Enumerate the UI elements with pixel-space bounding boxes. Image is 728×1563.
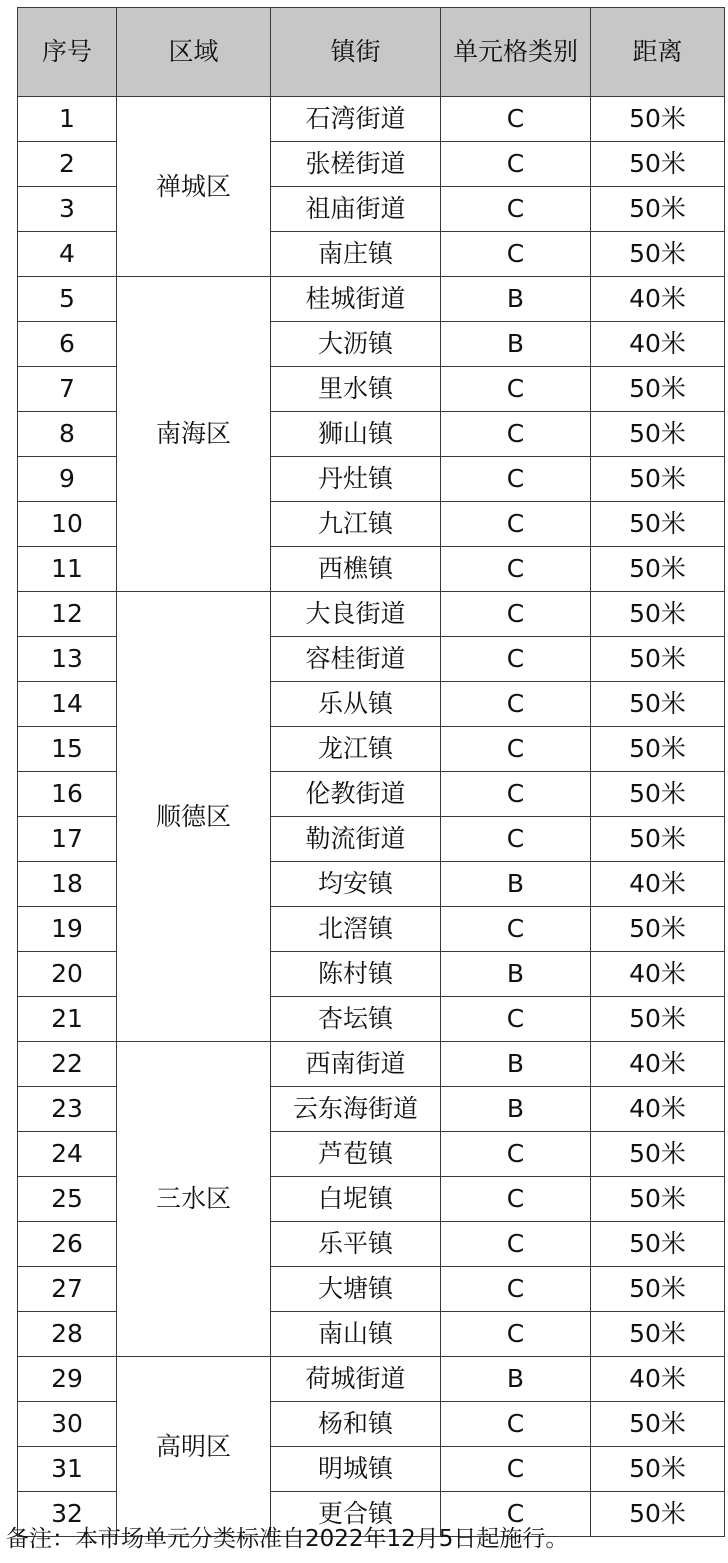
table-row — [18, 592, 725, 637]
cell-category: B — [441, 1357, 591, 1402]
cell-category: C — [441, 97, 591, 142]
table-row — [18, 1357, 725, 1402]
cell-distance: 40米 — [591, 952, 725, 997]
cell-town: 九江镇 — [271, 502, 441, 547]
cell-no: 18 — [18, 862, 117, 907]
cell-category: C — [441, 547, 591, 592]
cell-town: 西南街道 — [271, 1042, 441, 1087]
cell-category: B — [441, 277, 591, 322]
cell-distance: 50米 — [591, 1312, 725, 1357]
cell-no: 9 — [18, 457, 117, 502]
cell-town: 大塘镇 — [271, 1267, 441, 1312]
cell-category: C — [441, 1267, 591, 1312]
footnote: 备注：本市场单元分类标准自2022年12月5日起施行。 — [6, 1526, 569, 1552]
cell-category: C — [441, 772, 591, 817]
cell-no: 27 — [18, 1267, 117, 1312]
cell-category: B — [441, 322, 591, 367]
cell-town: 乐从镇 — [271, 682, 441, 727]
cell-no: 16 — [18, 772, 117, 817]
cell-category: C — [441, 637, 591, 682]
cell-distance: 40米 — [591, 1042, 725, 1087]
cell-district: 高明区 — [117, 1357, 271, 1537]
cell-distance: 50米 — [591, 1177, 725, 1222]
cell-town: 石湾街道 — [271, 97, 441, 142]
cell-town: 明城镇 — [271, 1447, 441, 1492]
cell-distance: 40米 — [591, 1357, 725, 1402]
cell-town: 芦苞镇 — [271, 1132, 441, 1177]
cell-distance: 50米 — [591, 997, 725, 1042]
cell-distance: 50米 — [591, 1402, 725, 1447]
cell-no: 1 — [18, 97, 117, 142]
cell-category: C — [441, 817, 591, 862]
cell-distance: 50米 — [591, 457, 725, 502]
cell-distance: 50米 — [591, 637, 725, 682]
cell-distance: 40米 — [591, 862, 725, 907]
cell-no: 10 — [18, 502, 117, 547]
cell-town: 荷城街道 — [271, 1357, 441, 1402]
cell-town: 桂城街道 — [271, 277, 441, 322]
cell-no: 13 — [18, 637, 117, 682]
cell-town: 大沥镇 — [271, 322, 441, 367]
cell-distance: 50米 — [591, 1222, 725, 1267]
cell-distance: 50米 — [591, 412, 725, 457]
cell-category: C — [441, 1222, 591, 1267]
header-district: 区域 — [117, 8, 271, 97]
cell-district: 三水区 — [117, 1042, 271, 1357]
cell-town: 勒流街道 — [271, 817, 441, 862]
document-body — [17, 7, 724, 1537]
header-category: 单元格类别 — [441, 8, 591, 97]
cell-district: 南海区 — [117, 277, 271, 592]
cell-district: 顺德区 — [117, 592, 271, 1042]
cell-town: 南山镇 — [271, 1312, 441, 1357]
cell-category: C — [441, 142, 591, 187]
cell-no: 28 — [18, 1312, 117, 1357]
table-row — [18, 277, 725, 322]
market-cell-table — [17, 7, 725, 1537]
cell-distance: 50米 — [591, 727, 725, 772]
cell-distance: 50米 — [591, 502, 725, 547]
cell-distance: 50米 — [591, 187, 725, 232]
cell-category: B — [441, 1042, 591, 1087]
cell-category: C — [441, 592, 591, 637]
cell-distance: 50米 — [591, 682, 725, 727]
cell-category: C — [441, 1402, 591, 1447]
cell-distance: 50米 — [591, 142, 725, 187]
cell-category: C — [441, 187, 591, 232]
cell-distance: 50米 — [591, 1132, 725, 1177]
cell-town: 龙江镇 — [271, 727, 441, 772]
cell-town: 狮山镇 — [271, 412, 441, 457]
header-town: 镇街 — [271, 8, 441, 97]
cell-distance: 50米 — [591, 772, 725, 817]
cell-category: C — [441, 367, 591, 412]
cell-distance: 50米 — [591, 232, 725, 277]
cell-distance: 50米 — [591, 592, 725, 637]
cell-town: 白坭镇 — [271, 1177, 441, 1222]
cell-distance: 50米 — [591, 907, 725, 952]
cell-category: B — [441, 952, 591, 997]
cell-no: 4 — [18, 232, 117, 277]
cell-no: 17 — [18, 817, 117, 862]
cell-no: 12 — [18, 592, 117, 637]
cell-town: 均安镇 — [271, 862, 441, 907]
cell-distance: 50米 — [591, 1492, 725, 1537]
cell-distance: 40米 — [591, 322, 725, 367]
header-row — [18, 8, 725, 97]
cell-no: 19 — [18, 907, 117, 952]
cell-no: 2 — [18, 142, 117, 187]
cell-town: 容桂街道 — [271, 637, 441, 682]
cell-no: 22 — [18, 1042, 117, 1087]
cell-category: C — [441, 1447, 591, 1492]
cell-category: B — [441, 1087, 591, 1132]
cell-category: C — [441, 1492, 591, 1537]
cell-distance: 50米 — [591, 97, 725, 142]
cell-category: C — [441, 412, 591, 457]
cell-no: 32 — [18, 1492, 117, 1537]
header-no: 序号 — [18, 8, 117, 97]
cell-town: 云东海街道 — [271, 1087, 441, 1132]
cell-no: 25 — [18, 1177, 117, 1222]
cell-town: 丹灶镇 — [271, 457, 441, 502]
cell-no: 21 — [18, 997, 117, 1042]
cell-distance: 40米 — [591, 277, 725, 322]
cell-distance: 50米 — [591, 1267, 725, 1312]
table-body — [18, 97, 725, 1537]
cell-distance: 40米 — [591, 1087, 725, 1132]
cell-no: 15 — [18, 727, 117, 772]
cell-no: 31 — [18, 1447, 117, 1492]
cell-town: 大良街道 — [271, 592, 441, 637]
cell-category: C — [441, 457, 591, 502]
cell-distance: 50米 — [591, 1447, 725, 1492]
cell-no: 11 — [18, 547, 117, 592]
table-header — [18, 8, 725, 97]
cell-town: 张槎街道 — [271, 142, 441, 187]
cell-no: 7 — [18, 367, 117, 412]
cell-no: 14 — [18, 682, 117, 727]
cell-category: C — [441, 907, 591, 952]
cell-category: C — [441, 1177, 591, 1222]
cell-category: C — [441, 1132, 591, 1177]
cell-town: 杏坛镇 — [271, 997, 441, 1042]
table-row — [18, 97, 725, 142]
cell-category: C — [441, 232, 591, 277]
cell-category: C — [441, 682, 591, 727]
cell-category: C — [441, 997, 591, 1042]
cell-no: 5 — [18, 277, 117, 322]
cell-town: 更合镇 — [271, 1492, 441, 1537]
cell-no: 26 — [18, 1222, 117, 1267]
cell-town: 祖庙街道 — [271, 187, 441, 232]
cell-town: 北滘镇 — [271, 907, 441, 952]
cell-distance: 50米 — [591, 367, 725, 412]
cell-no: 29 — [18, 1357, 117, 1402]
cell-no: 20 — [18, 952, 117, 997]
cell-town: 陈村镇 — [271, 952, 441, 997]
cell-town: 杨和镇 — [271, 1402, 441, 1447]
cell-no: 3 — [18, 187, 117, 232]
table-row — [18, 1042, 725, 1087]
cell-town: 南庄镇 — [271, 232, 441, 277]
cell-distance: 50米 — [591, 547, 725, 592]
cell-district: 禅城区 — [117, 97, 271, 277]
cell-town: 里水镇 — [271, 367, 441, 412]
cell-category: C — [441, 727, 591, 772]
cell-no: 23 — [18, 1087, 117, 1132]
cell-distance: 50米 — [591, 817, 725, 862]
cell-category: B — [441, 862, 591, 907]
cell-no: 30 — [18, 1402, 117, 1447]
header-distance: 距离 — [591, 8, 725, 97]
cell-no: 24 — [18, 1132, 117, 1177]
cell-town: 乐平镇 — [271, 1222, 441, 1267]
cell-town: 伦教街道 — [271, 772, 441, 817]
cell-town: 西樵镇 — [271, 547, 441, 592]
cell-category: C — [441, 502, 591, 547]
cell-category: C — [441, 1312, 591, 1357]
cell-no: 6 — [18, 322, 117, 367]
cell-no: 8 — [18, 412, 117, 457]
